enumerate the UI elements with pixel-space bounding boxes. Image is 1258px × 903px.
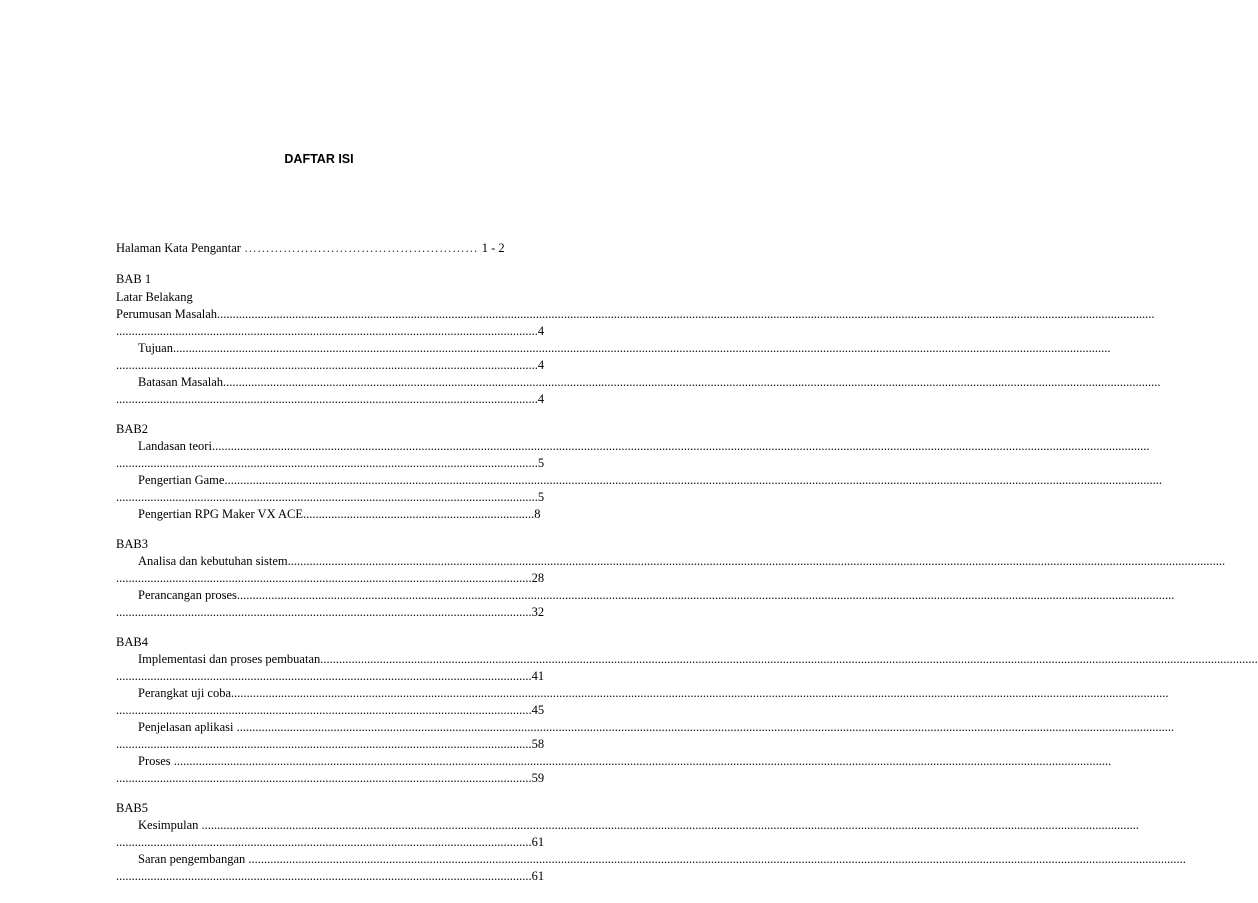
toc-page-number: 5 xyxy=(537,490,545,504)
toc-page-number: 59 xyxy=(531,771,545,785)
toc-dot-leader: ............................................................................................................................................................................................................................................................................................................ xyxy=(287,554,1226,568)
toc-entry-label: Landasan teori xyxy=(138,439,212,453)
toc-dot-leader: ............................................................................................................................................................................................................................................................................................................ xyxy=(231,686,1169,700)
toc-dot-leader: ............................................................................................................................................................................................................................................................................................................ xyxy=(236,588,1175,602)
toc-dot-leader: ....................................................................................................................................... xyxy=(116,392,538,406)
toc-intro-entry[interactable] xyxy=(116,241,505,256)
toc-entry-label: Tujuan xyxy=(138,341,173,355)
toc-entry[interactable] xyxy=(116,438,1150,455)
toc-page-number: 61 xyxy=(531,869,545,883)
toc-dot-leader: ..................................................................................................................................... xyxy=(116,771,532,785)
toc-page-line xyxy=(116,868,546,885)
toc-entry[interactable] xyxy=(116,651,1258,668)
toc-page-number: 61 xyxy=(531,835,545,849)
toc-entry-label: Batasan Masalah xyxy=(138,375,224,389)
toc-dot-leader: ............................................................................................................................................................................................................................................................................................................ xyxy=(211,439,1150,453)
toc-dot-leader: ..................................................................................................................................... xyxy=(116,869,532,883)
section-gap xyxy=(116,787,556,799)
toc-dot-leader: ..................................................................................................................................... xyxy=(116,703,532,717)
toc-entry-label: Kesimpulan xyxy=(138,818,202,832)
toc-dot-leader: ..................................................................................................................................... xyxy=(116,737,532,751)
toc-page-number: 4 xyxy=(537,358,545,372)
chapter-heading: BAB5 xyxy=(116,801,148,815)
toc-intro-leader: ……………………………………………… xyxy=(244,241,482,255)
section-gap xyxy=(116,408,556,420)
toc-page-line xyxy=(116,736,546,753)
toc-dot-leader: ....................................................................................................................................... xyxy=(116,456,538,470)
toc-page-line xyxy=(116,702,546,719)
toc-entry[interactable] xyxy=(116,851,1186,868)
toc-dot-leader: ..................................................................................................................................... xyxy=(116,835,532,849)
toc-dot-leader: ............................................................................................................................................................................................................................................................................................................ xyxy=(172,341,1111,355)
toc-entry[interactable] xyxy=(116,753,1112,770)
toc-entry-label: Analisa dan kebutuhan sistem xyxy=(138,554,288,568)
toc-dot-leader: ..................................................................................................................................... xyxy=(116,605,532,619)
chapter-heading: BAB4 xyxy=(116,635,148,649)
toc-dot-leader: ............................................................................................................................................................................................................................................................................................................ xyxy=(248,852,1186,866)
section-gap xyxy=(116,523,556,535)
toc-page-number: 4 xyxy=(537,392,545,406)
toc-dot-leader: ....................................................................................................................................... xyxy=(116,324,538,338)
toc-entry-label: Pengertian RPG Maker VX ACE xyxy=(138,507,304,521)
toc-entry[interactable] xyxy=(116,306,1155,323)
chapter-heading: BAB3 xyxy=(116,537,148,551)
toc-entry[interactable] xyxy=(116,506,542,523)
chapter-heading: BAB 1 xyxy=(116,272,152,286)
toc-page-line xyxy=(116,570,546,587)
toc-page-number: 5 xyxy=(537,456,545,470)
section-gap xyxy=(116,621,556,633)
toc-entry-label: Perangkat uji coba xyxy=(138,686,232,700)
toc-entry-label: Saran pengembangan xyxy=(138,852,249,866)
toc-entry-label: Implementasi dan proses pembuatan xyxy=(138,652,321,666)
toc-page-line xyxy=(116,834,546,851)
toc-entry-label: Proses xyxy=(138,754,174,768)
toc-page-line xyxy=(116,391,546,408)
toc-intro-page: 1 - 2 xyxy=(481,241,505,255)
toc-entry[interactable] xyxy=(116,472,1162,489)
toc-dot-leader: ..................................................................................................................................... xyxy=(116,669,532,683)
toc-page-line xyxy=(116,604,546,621)
toc-entry[interactable] xyxy=(116,587,1175,604)
toc-intro-label: Halaman Kata Pengantar xyxy=(116,241,241,255)
toc-entry-label: Pengertian Game xyxy=(138,473,225,487)
toc-page-number: 8 xyxy=(534,507,541,521)
toc-page-line xyxy=(116,357,546,374)
section-heading: Latar Belakang xyxy=(116,290,193,304)
toc-entry-label: Perancangan proses xyxy=(138,588,237,602)
toc-page-line xyxy=(116,770,546,787)
toc-dot-leader: ............................................................................................................................................................................................................................................................................................................ xyxy=(236,720,1175,734)
toc-page-number: 45 xyxy=(531,703,545,717)
toc-entry[interactable] xyxy=(116,340,1111,357)
toc-entry[interactable] xyxy=(116,817,1140,834)
toc-dot-leader: ............................................................................................................................................................................................................................................................................................................ xyxy=(223,375,1161,389)
toc-entry-label: Penjelasan aplikasi xyxy=(138,720,237,734)
toc-dot-leader: ..................................................................................................................................... xyxy=(116,571,532,585)
toc-entry[interactable] xyxy=(116,719,1175,736)
toc-entry-label: Perumusan Masalah xyxy=(116,307,218,321)
toc-dot-leader: ............................................................................................................................................................................................................................................................................................................ xyxy=(201,818,1140,832)
page-title: DAFTAR ISI xyxy=(284,152,354,166)
toc-dot-leader: ............................................................................................................................................................................................................................................................................................................ xyxy=(173,754,1112,768)
toc-page-line xyxy=(116,455,546,472)
toc-page-line xyxy=(116,323,546,340)
toc-dot-leader: ....................................................................................................................................... xyxy=(116,358,538,372)
toc-dot-leader: ............................................................................................................................................................................................................................................................................................................ xyxy=(224,473,1162,487)
toc-page-number: 41 xyxy=(531,669,545,683)
toc-dot-leader: ............................................................................................................................................................................................................................................................................................................ xyxy=(320,652,1258,666)
toc-page-number: 58 xyxy=(531,737,545,751)
toc-entry[interactable] xyxy=(116,374,1161,391)
table-of-contents xyxy=(116,270,1258,885)
toc-page-line xyxy=(116,668,546,685)
toc-entry[interactable] xyxy=(116,553,1226,570)
toc-dot-leader: .......................................................................... xyxy=(303,507,535,521)
toc-page-number: 32 xyxy=(531,605,545,619)
toc-dot-leader: ............................................................................................................................................................................................................................................................................................................ xyxy=(217,307,1155,321)
toc-page-line xyxy=(116,489,546,506)
toc-entry[interactable] xyxy=(116,685,1169,702)
toc-page-number: 4 xyxy=(537,324,545,338)
toc-page-number: 28 xyxy=(531,571,545,585)
toc-dot-leader: ....................................................................................................................................... xyxy=(116,490,538,504)
chapter-heading: BAB2 xyxy=(116,422,148,436)
